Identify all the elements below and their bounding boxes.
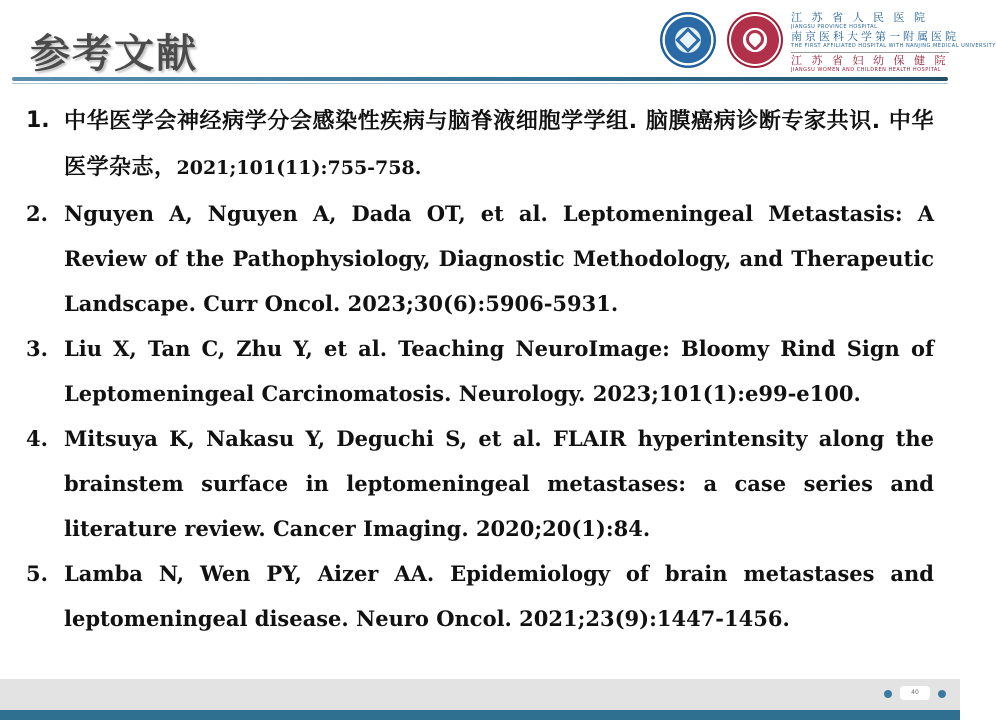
title-divider-thin: [12, 83, 948, 84]
reference-text-cn: 中华医学会神经病学分会感染性疾病与脑脊液细胞学学组. 脑膜癌病诊断专家共识. 中华医学杂志，: [64, 109, 934, 180]
footer-bar: [0, 710, 960, 720]
women-children-hospital-logo-icon: [727, 12, 783, 68]
reference-text: Liu X, Tan C, Zhu Y, et al. Teaching NeuroImage: Bloomy Rind Sign of Leptomeningeal Carcinomatosis. Neurology. 2023;101(1):e99-e100.: [64, 336, 934, 406]
reference-list: [26, 98, 934, 641]
reference-text: Nguyen A, Nguyen A, Dada OT, et al. Leptomeningeal Metastasis: A Review of the Pathophysiology, Diagnostic Methodology, and Therapeutic Landscape. Curr Oncol. 2023;30(6):5906-5931.: [64, 201, 934, 316]
jiangsu-province-hospital-logo-icon: [660, 12, 716, 68]
page-number: 40: [900, 686, 930, 700]
reference-number: 5.: [26, 561, 48, 586]
reference-number: 4.: [26, 426, 48, 451]
nav-dot-icon: [938, 690, 946, 698]
reference-item: [26, 191, 934, 326]
title-divider: [12, 77, 948, 81]
hospital-name-3-en: JIANGSU WOMEN AND CHILDREN HEALTH HOSPITAL: [791, 67, 942, 73]
reference-number: 1.: [26, 108, 50, 133]
reference-item: [26, 326, 934, 416]
reference-text-citation: 2021;101(11):755-758.: [176, 157, 422, 179]
footer-band: [0, 679, 960, 710]
hospital-name-3-cn: 江 苏 省 妇 幼 保 健 院: [791, 54, 949, 67]
hospital-name-2-cn: 南京医科大学第一附属医院: [791, 30, 959, 43]
reference-number: 3.: [26, 336, 48, 361]
reference-text: Lamba N, Wen PY, Aizer AA. Epidemiology of brain metastases and leptomeningeal disease. Neuro Oncol. 2021;23(9):1447-1456.: [64, 561, 934, 631]
reference-text: Mitsuya K, Nakasu Y, Deguchi S, et al. FLAIR hyperintensity along the brainstem surface in leptomeningeal metastases: a case series and literature review. Cancer Imaging. 2020;20(1):84.: [64, 426, 934, 541]
hospital-name-2-en: THE FIRST AFFILIATED HOSPITAL WITH NANJING MEDICAL UNIVERSITY: [791, 43, 996, 49]
reference-number: 2.: [26, 201, 48, 226]
hospital-names: [791, 11, 996, 74]
nav-dot-icon: [884, 690, 892, 698]
page-title: 参考文献: [30, 31, 198, 77]
hospital-logos: [655, 8, 996, 73]
reference-item: [26, 416, 934, 551]
hospital-name-1-cn: 江 苏 省 人 民 医 院: [791, 11, 928, 24]
reference-item: [26, 551, 934, 641]
hospital-name-1-en: JIANGSU PROVINCE HOSPITAL: [791, 24, 878, 30]
reference-item: [26, 98, 934, 191]
